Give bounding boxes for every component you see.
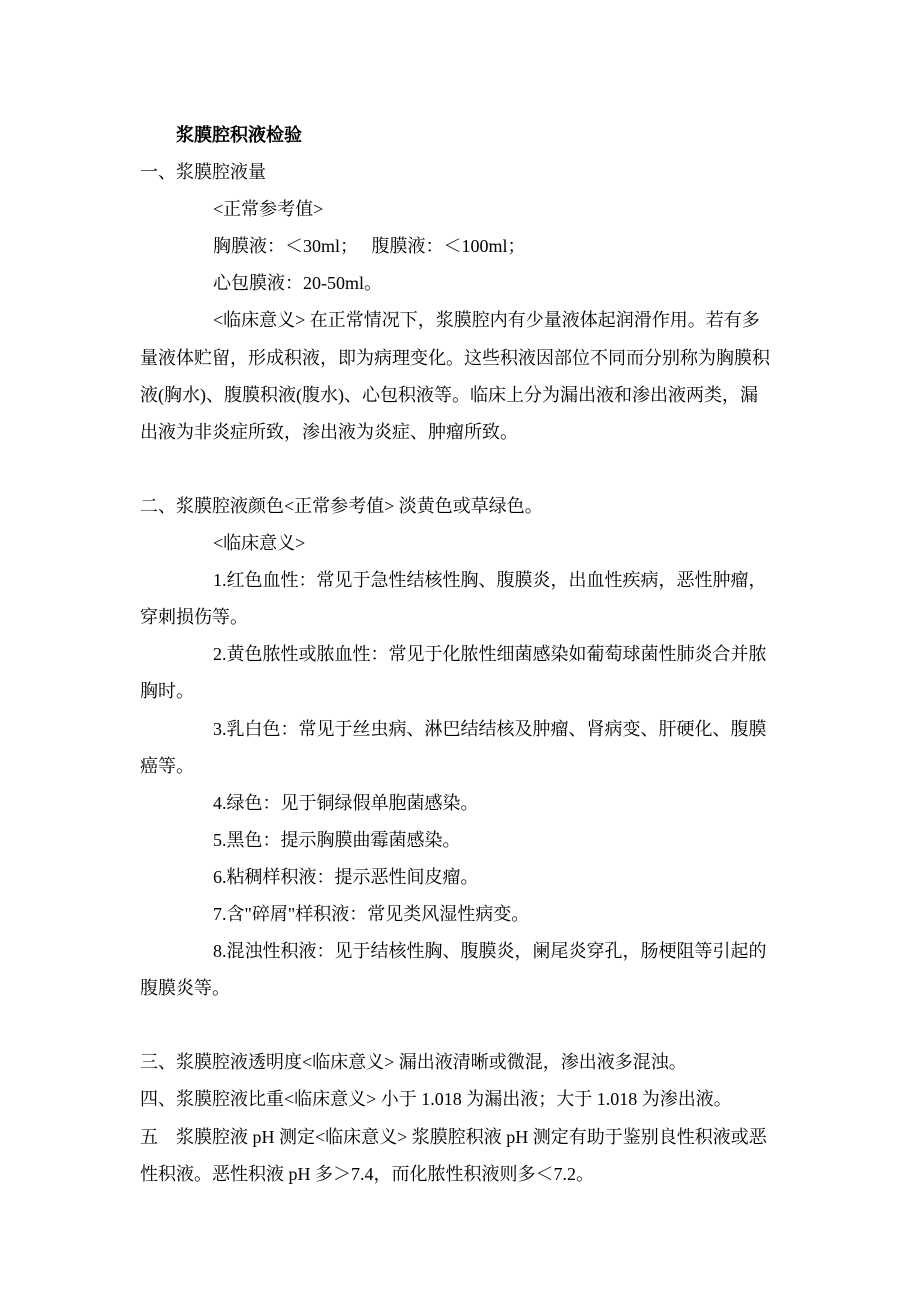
clinical-label: <临床意义>	[213, 533, 306, 554]
document-title: 浆膜腔积液检验	[176, 125, 302, 145]
clinical-text-line: <临床意义> 在正常情况下，浆膜腔内有少量液体起润滑作用。若有多	[213, 310, 760, 331]
reference-label: <正常参考值>	[213, 199, 324, 220]
section-5-line: 五 浆膜腔液 pH 测定<临床意义> 浆膜腔积液 pH 测定有助于鉴别良性积液或恶	[140, 1126, 767, 1147]
list-item: 1.红色血性：常见于急性结核性胸、腹膜炎，出血性疾病，恶性肿瘤，	[213, 570, 767, 591]
document-body	[140, 121, 800, 1197]
section-3: 三、浆膜腔液透明度<临床意义> 漏出液清晰或微混，渗出液多混浊。	[140, 1052, 687, 1073]
blank-line	[140, 1011, 800, 1048]
list-item-cont: 穿刺损伤等。	[140, 607, 248, 628]
list-item: 7.含"碎屑"样积液：常见类风湿性病变。	[213, 903, 530, 924]
list-item-cont: 胸时。	[140, 681, 194, 702]
section-4: 四、浆膜腔液比重<临床意义> 小于 1.018 为漏出液；大于 1.018 为渗出液。	[140, 1089, 732, 1110]
list-item: 3.乳白色：常见于丝虫病、淋巴结结核及肿瘤、肾病变、肝硬化、腹膜	[213, 718, 767, 739]
clinical-text-line: 量液体贮留，形成积液，即为病理变化。这些积液因部位不同而分别称为胸膜积	[140, 347, 770, 368]
list-item: 4.绿色：见于铜绿假单胞菌感染。	[213, 792, 479, 813]
clinical-text-line: 出液为非炎症所致，渗出液为炎症、肿瘤所致。	[140, 421, 518, 442]
list-item: 5.黑色：提示胸膜曲霉菌感染。	[213, 829, 461, 850]
list-item-cont: 腹膜炎等。	[140, 978, 230, 999]
section-2-heading: 二、浆膜腔液颜色<正常参考值> 淡黄色或草绿色。	[140, 495, 543, 516]
blank-line	[140, 455, 800, 492]
list-item-cont: 癌等。	[140, 755, 194, 776]
list-item: 2.黄色脓性或脓血性：常见于化脓性细菌感染如葡萄球菌性肺炎合并脓	[213, 644, 767, 665]
section-1-heading: 一、浆膜腔液量	[140, 162, 266, 183]
section-5-line: 性积液。恶性积液 pH 多＞7.4，而化脓性积液则多＜7.2。	[140, 1163, 594, 1184]
list-item: 6.粘稠样积液：提示恶性间皮瘤。	[213, 866, 479, 887]
reference-values-2: 心包膜液：20-50ml。	[213, 273, 382, 294]
reference-values-1: 胸膜液：＜30ml； 腹膜液：＜100ml；	[213, 236, 526, 257]
list-item: 8.混浊性积液：见于结核性胸、腹膜炎，阑尾炎穿孔，肠梗阻等引起的	[213, 941, 767, 962]
clinical-text-line: 液(胸水)、腹膜积液(腹水)、心包积液等。临床上分为漏出液和渗出液两类，漏	[140, 384, 758, 405]
